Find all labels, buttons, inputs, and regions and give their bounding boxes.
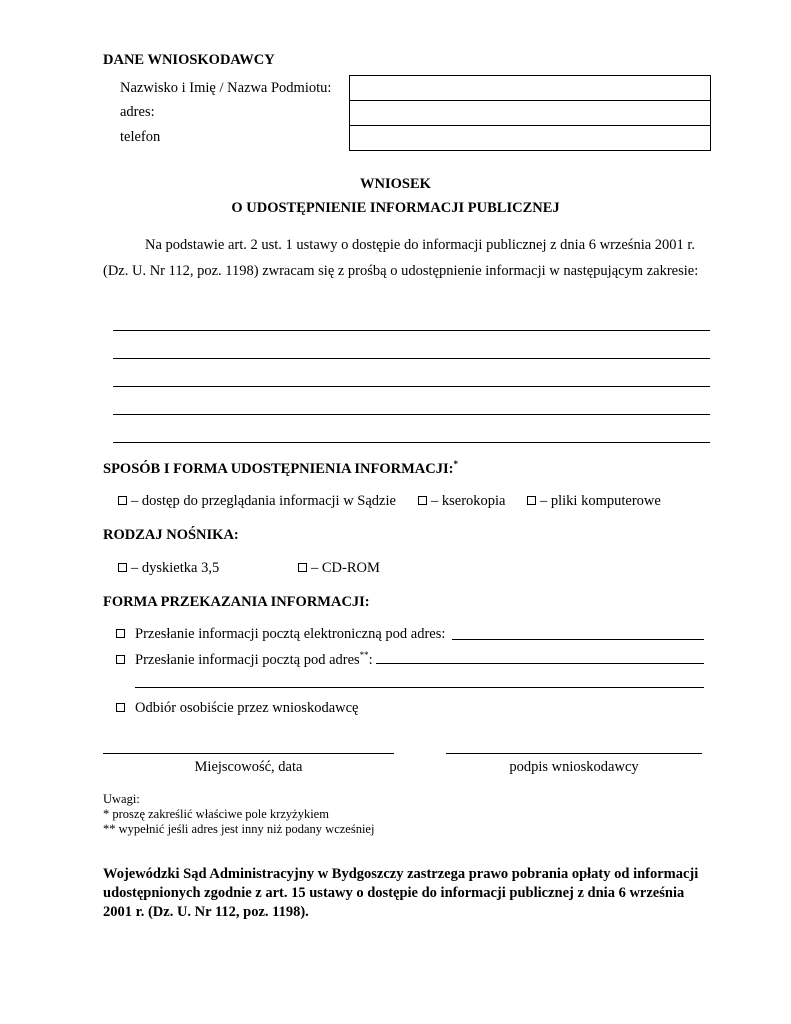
phone-label: telefon	[120, 129, 161, 145]
checkbox-icon[interactable]	[116, 629, 125, 638]
footer-line-2: udostępnionych zgodnie z art. 15 ustawy o dostępie do informacji publicznej z dnia 6 września	[103, 885, 685, 901]
checkbox-icon[interactable]	[527, 496, 536, 505]
post-address-line-2[interactable]	[135, 687, 704, 688]
post-address-line[interactable]	[376, 663, 704, 664]
scope-line-5[interactable]	[113, 442, 710, 443]
option-computer-files[interactable]: – pliki komputerowe	[527, 493, 661, 510]
note-2: ** wypełnić jeśli adres jest inny niż podany wcześniej	[103, 822, 375, 836]
address-field[interactable]	[349, 100, 711, 126]
intro-line-1: Na podstawie art. 2 ust. 1 ustawy o dostępie do informacji publicznej z dnia 6 września 2001 r.	[145, 237, 696, 253]
option-photocopy[interactable]: – kserokopia	[418, 493, 506, 510]
footer-line-3: 2001 r. (Dz. U. Nr 112, poz. 1198).	[103, 904, 309, 920]
notes-heading: Uwagi:	[103, 792, 140, 806]
signature-label: podpis wnioskodawcy	[509, 759, 639, 775]
name-label: Nazwisko i Imię / Nazwa Podmiotu:	[120, 80, 332, 96]
checkbox-icon[interactable]	[116, 655, 125, 664]
scope-line-3[interactable]	[113, 386, 710, 387]
checkbox-icon[interactable]	[118, 563, 127, 572]
option-cd-rom[interactable]: – CD-ROM	[298, 560, 380, 577]
scope-line-2[interactable]	[113, 358, 710, 359]
option-view-in-court[interactable]: – dostęp do przeglądania informacji w Sądzie	[118, 493, 396, 510]
medium-heading: RODZAJ NOŚNIKA:	[103, 527, 239, 543]
checkbox-icon[interactable]	[418, 496, 427, 505]
name-field[interactable]	[349, 75, 711, 101]
address-label: adres:	[120, 104, 155, 120]
option-floppy[interactable]: – dyskietka 3,5	[118, 560, 219, 577]
document-title: WNIOSEK	[360, 176, 431, 192]
access-form-heading: SPOSÓB I FORMA UDOSTĘPNIENIA INFORMACJI:*	[103, 459, 458, 477]
option-pickup[interactable]: Odbiór osobiście przez wnioskodawcę	[116, 700, 358, 717]
place-date-line[interactable]	[103, 753, 394, 754]
scope-line-1[interactable]	[113, 330, 710, 331]
scope-line-4[interactable]	[113, 414, 710, 415]
phone-field[interactable]	[349, 125, 711, 151]
signature-line[interactable]	[446, 753, 702, 754]
delivery-heading: FORMA PRZEKAZANIA INFORMACJI:	[103, 594, 370, 610]
applicant-heading: DANE WNIOSKODAWCY	[103, 52, 275, 68]
option-email[interactable]: Przesłanie informacji pocztą elektroniczną pod adres:	[116, 626, 445, 643]
intro-line-2: (Dz. U. Nr 112, poz. 1198) zwracam się z prośbą o udostępnienie informacji w następującym zakresie:	[103, 263, 699, 279]
document-subtitle: O UDOSTĘPNIENIE INFORMACJI PUBLICZNEJ	[231, 200, 560, 216]
email-address-line[interactable]	[452, 639, 704, 640]
footer-line-1: Wojewódzki Sąd Administracyjny w Bydgoszczy zastrzega prawo pobrania opłaty od informacji	[103, 866, 699, 882]
option-post[interactable]: Przesłanie informacji pocztą pod adres**:	[116, 650, 373, 669]
checkbox-icon[interactable]	[116, 703, 125, 712]
checkbox-icon[interactable]	[118, 496, 127, 505]
checkbox-icon[interactable]	[298, 563, 307, 572]
note-1: * proszę zakreślić właściwe pole krzyżykiem	[103, 807, 329, 821]
place-date-label: Miejscowość, data	[194, 759, 303, 775]
